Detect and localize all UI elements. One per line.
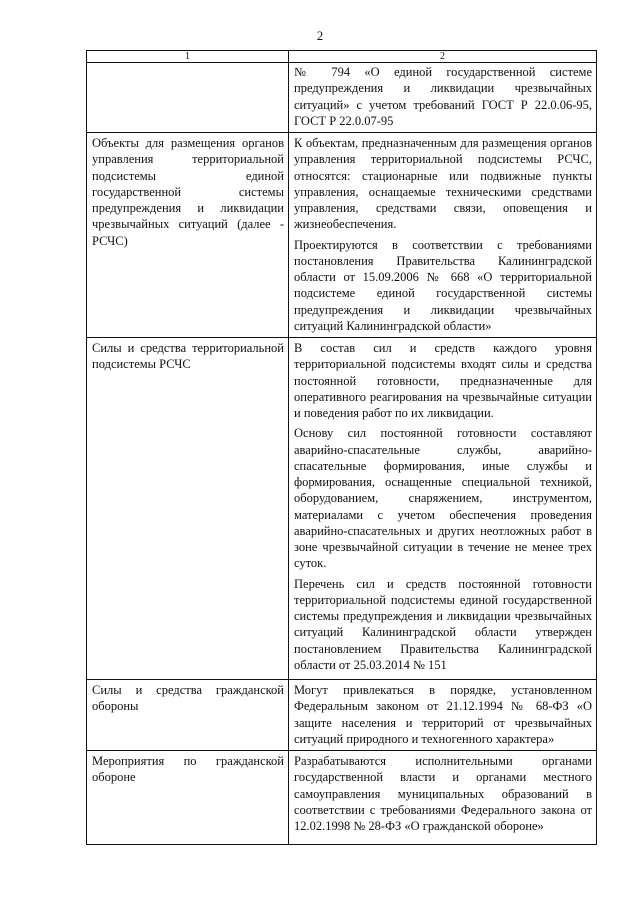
row-title: Силы и средства гражданской обороны: [87, 680, 289, 751]
table-header-row: [87, 51, 597, 63]
description-paragraph: Могут привлекаться в порядке, установленном Федеральным законом от 21.12.1994 № 68-ФЗ «О защите населения и территорий от чрезвычайных ситуаций природного и техногенного характера»: [294, 683, 592, 746]
row-title: Мероприятия по гражданской обороне: [87, 751, 289, 845]
description-paragraph: № 794 «О единой государственной системе предупреждения и ликвидации чрезвычайных ситуаций» с учетом требований ГОСТ Р 22.0.06-95, ГОСТ Р 22.0.07-95: [294, 65, 592, 128]
description-paragraph: Проектируются в соответствии с требованиями постановления Правительства Калининградской области от 15.09.2006 № 668 «О территориальной подсистеме единой государственной системы предупреждения и ликвидации чрезвычайных ситуаций Калининградской области»: [294, 237, 592, 333]
requirements-table: [86, 50, 597, 845]
description-paragraph: Перечень сил и средств постоянной готовности территориальной подсистемы единой государственной системы предупреждения и ликвидации чрезвычайных ситуаций Калининградской области утвержден постановлением Правительства Калининградской области от 25.03.2014 № 151: [294, 576, 592, 672]
column-number-1: 1: [87, 51, 289, 63]
description-paragraph: Разрабатываются исполнительными органами государственной власти и органами местного самоуправления муниципальных образований в соответствии с требованиями Федерального закона от 12.02.1998 № 28-ФЗ «О гражданской обороне»: [294, 754, 592, 833]
table-row: [87, 133, 597, 338]
table-row: [87, 751, 597, 845]
page-number: 2: [316, 28, 324, 43]
column-number-2: 2: [289, 51, 597, 63]
table-row: [87, 63, 597, 133]
row-title: Силы и средства территориальной подсистемы РСЧС: [87, 338, 289, 680]
description-paragraph: К объектам, предназначенным для размещения органов управления территориальной подсистемы РСЧС, относятся: стационарные или подвижные пункты управления, оснащаемые техническими средствами управления, средствами связи, оповещения и жизнеобеспечения.: [294, 136, 592, 232]
row-description: [289, 680, 597, 751]
row-description: [289, 63, 597, 133]
table-row: [87, 338, 597, 680]
row-description: [289, 751, 597, 845]
row-title: Объекты для размещения органов управления территориальной подсистемы единой государственной системы предупреждения и ликвидации чрезвычайных ситуаций (далее - РСЧС): [87, 133, 289, 338]
row-title: [87, 63, 289, 133]
table-row: [87, 680, 597, 751]
description-paragraph: В состав сил и средств каждого уровня территориальной подсистемы входят силы и средства постоянной готовности, предназначенные для оперативного реагирования на чрезвычайные ситуации и поведения работ по их ликвидации.: [294, 341, 592, 420]
description-paragraph: Основу сил постоянной готовности составляют аварийно-спасательные службы, аварийно-спасательные формирования, иные службы и формирования, оснащенные специальной техникой, оборудованием, снаряжением, инструментом, материалами с учетом обеспечения проведения аварийно-спасательных и других неотложных работ в зоне чрезвычайной ситуации в течение не менее трех суток.: [294, 426, 592, 571]
row-description: [289, 133, 597, 338]
row-description: [289, 338, 597, 680]
